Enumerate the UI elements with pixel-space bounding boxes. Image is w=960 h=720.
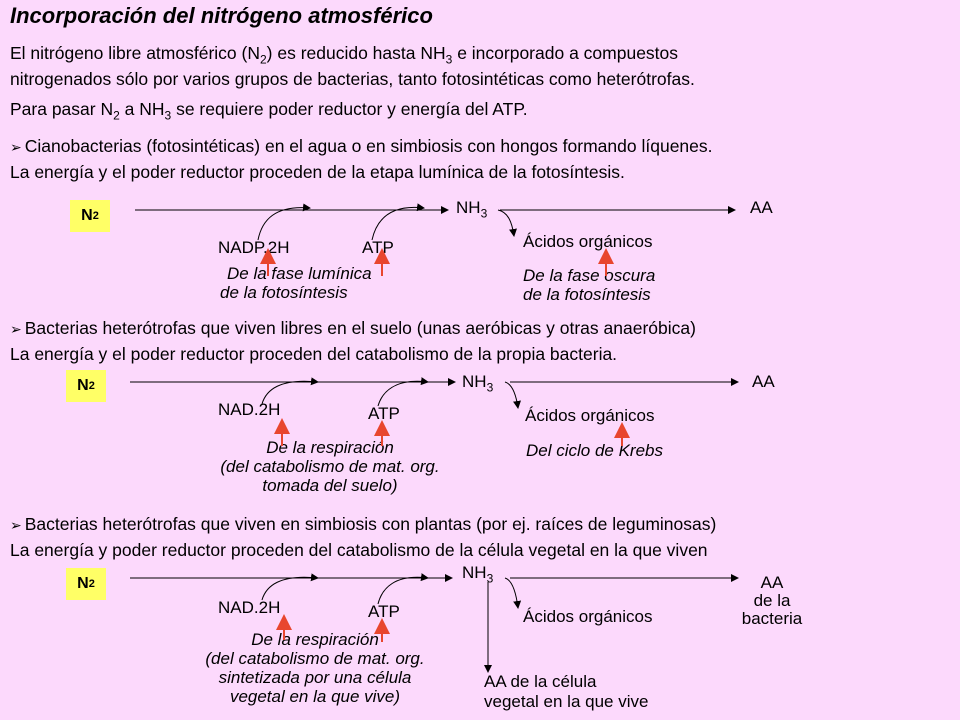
source-left-1: De la fase lumínica de la fotosíntesis bbox=[220, 264, 372, 302]
atp-label-2: ATP bbox=[368, 404, 400, 423]
n2-box-2: N 2 bbox=[66, 370, 106, 402]
nh3-label-3: $NH_3$ bbox=[462, 563, 494, 586]
source-right-2: Del ciclo de Krebs bbox=[526, 441, 664, 460]
aa-plant-label: AA de la célula vegetal en la que vive bbox=[484, 672, 649, 711]
n2-box-1: N 2 bbox=[70, 200, 110, 232]
energy-line-1: La energía y el poder reductor proceden de la etapa lumínica de la fotosíntesis. bbox=[10, 162, 625, 182]
bullet-bacterias-libres: ➢ Bacterias heterótrofas que viven libres en el suelo (unas aeróbicas y otras anaeróbica) bbox=[10, 318, 696, 338]
reductor-label-3: NAD.2H bbox=[218, 598, 281, 617]
acids-label-2: Ácidos orgánicos bbox=[525, 406, 655, 425]
curve-arrow-reductor-2 bbox=[262, 381, 318, 404]
arrow-bullet-icon: ➢ bbox=[10, 139, 22, 155]
arrow-bullet-icon: ➢ bbox=[10, 321, 22, 337]
nh3-label-2: $NH_3$ bbox=[462, 372, 494, 395]
page-title: Incorporación del nitrógeno atmosférico bbox=[10, 3, 433, 28]
curve-arrow-atp-3 bbox=[378, 577, 428, 604]
intro-line-1: El nitrógeno libre atmosférico $(N_2)$ es reducido hasta $NH_3$ e incorporado a compuestos bbox=[10, 43, 679, 67]
curve-arrow-acids-1 bbox=[498, 210, 514, 236]
acids-label-3: Ácidos orgánicos bbox=[523, 607, 653, 626]
energy-line-2: La energía y el poder reductor proceden del catabolismo de la propia bacteria. bbox=[10, 344, 618, 364]
source-left-3: De la respiración (del catabolismo de mat. org. sintetizada por una célula vegetal en la que vive) bbox=[205, 630, 425, 706]
n2-box-3: N 2 bbox=[66, 568, 106, 600]
curve-arrow-acids-3 bbox=[505, 578, 518, 608]
curve-arrow-acids-2 bbox=[505, 382, 518, 408]
source-right-1: De la fase oscura de la fotosíntesis bbox=[523, 266, 656, 304]
curve-arrow-reductor-3 bbox=[262, 577, 318, 600]
energy-line-3: La energía y poder reductor proceden del catabolismo de la célula vegetal en la que viven bbox=[10, 540, 708, 560]
curve-arrow-reductor-1 bbox=[258, 208, 310, 240]
bullet-cianobacterias: ➢ Cianobacterias (fotosintéticas) en el agua o en simbiosis con hongos formando líquenes. bbox=[10, 136, 713, 156]
bullet-bacterias-simbiosis: ➢ Bacterias heterótrofas que viven en simbiosis con plantas (por ej. raíces de leguminosas) bbox=[10, 514, 717, 534]
reductor-label-1: NADP.2H bbox=[218, 238, 290, 257]
intro-line-3: Para pasar $N_2$ a $NH_3$ se requiere poder reductor y energía del ATP. bbox=[10, 99, 528, 123]
atp-label-3: ATP bbox=[368, 602, 400, 621]
nh3-label-1: $NH_3$ bbox=[456, 198, 488, 221]
acids-label-1: Ácidos orgánicos bbox=[523, 232, 653, 251]
arrow-bullet-icon: ➢ bbox=[10, 517, 22, 533]
reductor-label-2: NAD.2H bbox=[218, 400, 281, 419]
aa-label-3: AA de la bacteria bbox=[741, 573, 803, 628]
intro-line-2: nitrogenados sólo por varios grupos de bacterias, tanto fotosintéticas como heterótrofas. bbox=[10, 69, 695, 89]
atp-label-1: ATP bbox=[362, 238, 394, 257]
aa-label-2: AA bbox=[752, 372, 775, 391]
curve-arrow-atp-2 bbox=[378, 381, 428, 406]
source-left-2: De la respiración (del catabolismo de mat. org. tomada del suelo) bbox=[220, 438, 440, 495]
aa-label-1: AA bbox=[750, 198, 773, 217]
curve-arrow-atp-1 bbox=[372, 207, 424, 240]
